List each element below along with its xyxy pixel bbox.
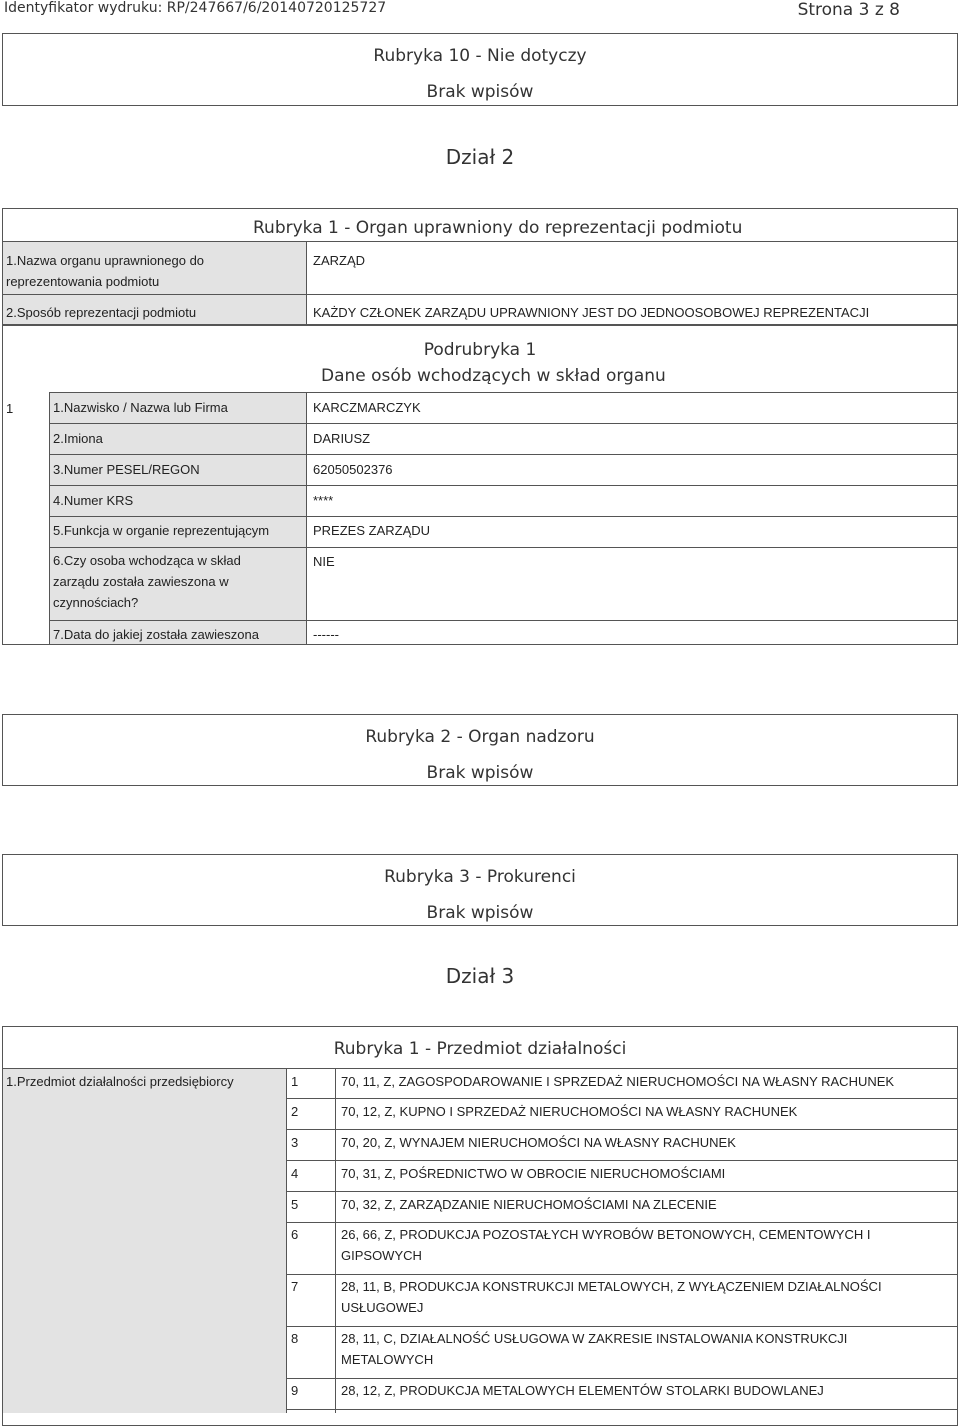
przedmiot-row-divider [286,1098,958,1099]
person-suspended-date-label: 7.Data do jakiej została zawieszona [53,627,259,642]
activity-text: 70, 11, Z, ZAGOSPODAROWANIE I SPRZEDAŻ NIERUCHOMOŚCI NA WŁASNY RACHUNEK [341,1074,895,1089]
organ-col-divider [306,241,307,325]
organ-divider [2,294,958,295]
print-identifier: Identyfikator wydruku: RP/247667/6/20140720125727 [4,0,387,16]
activity-text: 28, 11, B, PRODUKCJA KONSTRUKCJI METALOWYCH, Z WYŁĄCZENIEM DZIAŁALNOŚCI USŁUGOWEJ [341,1279,882,1315]
activity-number: 7 [291,1279,299,1294]
person-index: 1 [6,401,14,416]
person-row-divider [49,454,958,455]
rubryka-3-empty: Brak wpisów [426,903,534,923]
activity-number: 9 [291,1383,299,1398]
activity-number: 3 [291,1135,299,1150]
person-function-label: 5.Funkcja w organie reprezentującym [53,523,270,538]
przedmiot-title: Rubryka 1 - Przedmiot działalności [333,1039,627,1059]
organ-method-value: KAŻDY CZŁONEK ZARZĄDU UPRAWNIONY JEST DO JEDNOOSOBOWEJ REPREZENTACJI [313,305,870,320]
person-suspended-label: 6.Czy osoba wchodząca w skład zarządu została zawieszona w czynnościach? [53,553,241,610]
rubryka-10-empty: Brak wpisów [426,82,534,102]
activity-text: 28, 12, Z, PRODUKCJA METALOWYCH ELEMENTÓW STOLARKI BUDOWLANEJ [341,1383,824,1398]
activity-number: 4 [291,1166,299,1181]
przedmiot-row-divider [286,1129,958,1130]
activity-number: 8 [291,1331,299,1346]
person-row-divider [49,423,958,424]
person-krs-value: **** [313,493,334,508]
dzial-2-title: Dział 2 [445,145,515,169]
przedmiot-label: 1.Przedmiot działalności przedsiębiorcy [6,1074,234,1089]
person-firstname-value: DARIUSZ [313,431,371,446]
person-row-divider [49,620,958,621]
przedmiot-row-divider [286,1222,958,1223]
przedmiot-row-divider [286,1160,958,1161]
person-krs-label: 4.Numer KRS [53,493,134,508]
rubryka-2-box [2,714,958,786]
person-row-divider [49,485,958,486]
przedmiot-row-divider [286,1191,958,1192]
activity-text: 70, 20, Z, WYNAJEM NIERUCHOMOŚCI NA WŁASNY RACHUNEK [341,1135,736,1150]
activity-number: 6 [291,1227,299,1242]
rubryka-10-title: Rubryka 10 - Nie dotyczy [373,46,587,66]
page-number: Strona 3 z 8 [797,0,900,20]
person-suspended-date-value: ------ [313,627,339,642]
activity-number: 1 [291,1074,299,1089]
person-firstname-label: 2.Imiona [53,431,103,446]
person-suspended-value: NIE [313,554,335,569]
activity-number: 5 [291,1197,299,1212]
przedmiot-row-divider [286,1326,958,1327]
rubryka-3-box [2,854,958,926]
organ-divider [2,241,958,242]
person-col-divider [306,392,307,645]
przedmiot-divider [2,1068,958,1069]
dzial-3-title: Dział 3 [445,964,515,988]
person-surname-label: 1.Nazwisko / Nazwa lub Firma [53,400,228,415]
organ-name-value: ZARZĄD [313,253,365,268]
person-row-divider [49,392,958,393]
person-pesel-label: 3.Numer PESEL/REGON [53,462,200,477]
organ-method-label: 2.Sposób reprezentacji podmiotu [6,305,197,320]
activity-number: 2 [291,1104,299,1119]
przedmiot-col-divider [286,1068,287,1413]
person-index-divider [49,392,50,645]
rubryka-2-empty: Brak wpisów [426,763,534,783]
activity-text: 70, 31, Z, POŚREDNICTWO W OBROCIE NIERUCHOMOŚCIAMI [341,1166,726,1181]
organ-name-label: 1.Nazwa organu uprawnionego do reprezentowania podmiotu [6,253,205,289]
activity-text: 28, 11, C, DZIAŁALNOŚĆ USŁUGOWA W ZAKRESIE INSTALOWANIA KONSTRUKCJI METALOWYCH [341,1331,848,1367]
przedmiot-label-bg [3,1068,286,1413]
rubryka-3-title: Rubryka 3 - Prokurenci [384,867,576,887]
przedmiot-row-divider [286,1274,958,1275]
przedmiot-row-divider [286,1409,958,1410]
person-pesel-value: 62050502376 [313,462,393,477]
przedmiot-row-divider [286,1378,958,1379]
activity-text: 70, 12, Z, KUPNO I SPRZEDAŻ NIERUCHOMOŚCI NA WŁASNY RACHUNEK [341,1104,798,1119]
activity-text: 26, 66, Z, PRODUKCJA POZOSTAŁYCH WYROBÓW BETONOWYCH, CEMENTOWYCH I GIPSOWYCH [341,1227,871,1263]
podrubryka-title: Podrubryka 1 [423,340,537,360]
person-surname-value: KARCZMARCZYK [313,400,421,415]
podrubryka-subtitle: Dane osób wchodzących w skład organu [321,366,666,386]
person-row-divider [49,516,958,517]
rubryka-2-title: Rubryka 2 - Organ nadzoru [365,727,595,747]
rubryka-10-box [2,33,958,106]
person-function-value: PREZES ZARZĄDU [313,523,431,538]
organ-title: Rubryka 1 - Organ uprawniony do reprezentacji podmiotu [253,218,743,238]
przedmiot-col-divider [335,1068,336,1413]
person-row-divider [49,547,958,548]
activity-text: 70, 32, Z, ZARZĄDZANIE NIERUCHOMOŚCIAMI NA ZLECENIE [341,1197,717,1212]
